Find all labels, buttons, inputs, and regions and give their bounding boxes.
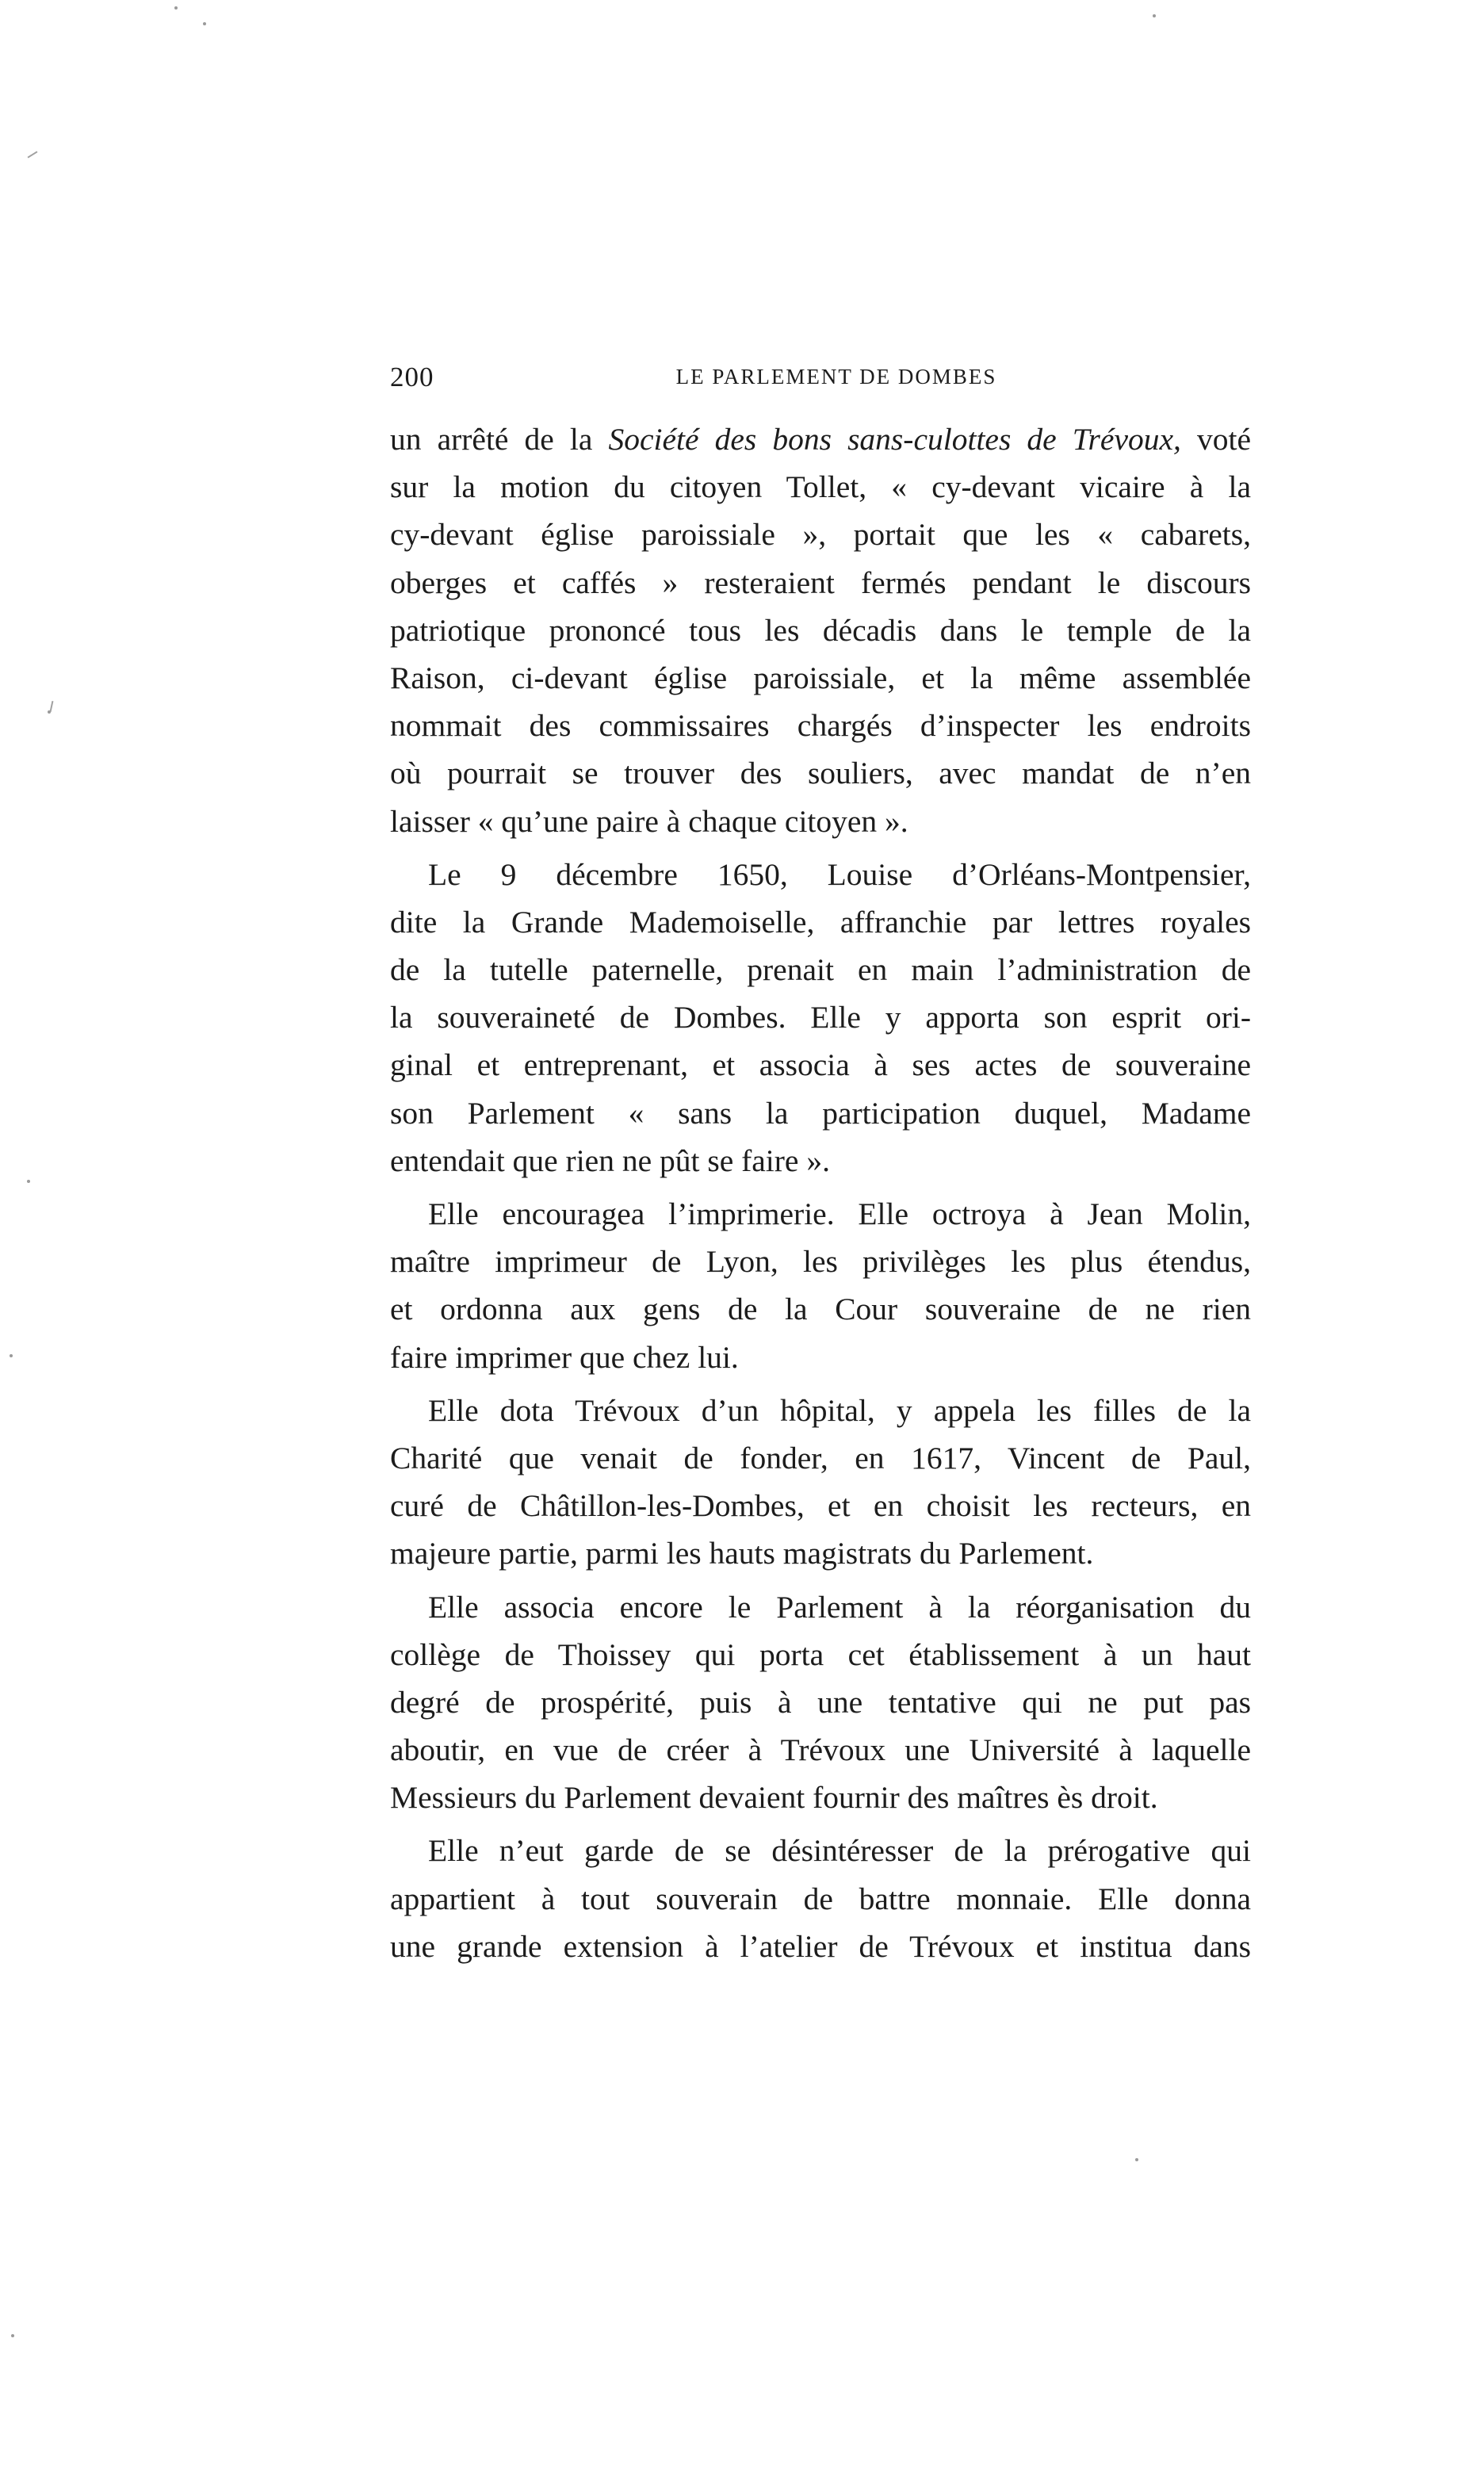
text-run: un arrêté de la [390,422,609,457]
scan-speck [1135,2158,1138,2161]
text-line [390,607,1251,654]
text-line [390,1482,1251,1529]
text-run: laisser « qu’une paire à chaque citoyen ». [390,803,908,839]
scan-speck [11,2334,14,2337]
running-title: LE PARLEMENT DE DOMBES [675,365,997,388]
text-line [390,1137,1251,1185]
paragraph [390,1583,1251,1822]
text-run: une grande extension à l’atelier de Trévoux et institua dans [390,1928,1251,1964]
paragraph [390,851,1251,1185]
text-run: voté [1180,422,1251,457]
text-line [390,1434,1251,1482]
text-line [390,654,1251,702]
text-line [390,1089,1251,1137]
text-run: cy-devant église paroissiale », portait que les « cabarets, [390,517,1251,553]
text-line [390,946,1251,993]
running-head [390,362,1251,401]
text-run: Elle associa encore le Parlement à la réorganisation du [428,1589,1251,1625]
text-line [390,1334,1251,1381]
text-run: oberges et caffés » resteraient fermés pendant le discours [390,565,1251,600]
text-run: nommait des commissaires chargés d’inspecter les endroits [390,708,1251,744]
text-run: Charité que venait de fonder, en 1617, Vincent de Paul, [390,1440,1251,1475]
text-run: appartient à tout souverain de battre monnaie. Elle donna [390,1881,1251,1916]
text-line [390,993,1251,1041]
paragraph [390,1387,1251,1578]
text-line [390,851,1251,898]
text-line [390,1774,1251,1821]
text-run: et ordonna aux gens de la Cour souveraine de ne rien [390,1292,1251,1327]
text-run: curé de Châtillon-les-Dombes, et en choisit les recteurs, en [390,1488,1251,1524]
text-line [390,1631,1251,1678]
scan-speck [1153,14,1156,17]
text-line [390,1529,1251,1577]
text-line [390,1387,1251,1434]
text-run: entendait que rien ne pût se faire ». [390,1142,830,1178]
text-run: majeure partie, parmi les hauts magistrats du Parlement. [390,1536,1094,1571]
text-line [390,463,1251,511]
text-line [390,1583,1251,1631]
text-run: aboutir, en vue de créer à Trévoux une Université à laquelle [390,1732,1251,1768]
text-run: la souveraineté de Dombes. Elle y apporta son esprit ori- [390,1000,1251,1035]
scan-speck [174,6,178,10]
scan-speck [10,1354,13,1357]
italic-text: Société des bons sans-culottes de Trévoux, [608,422,1181,457]
text-run: sur la motion du citoyen Tollet, « cy-devant vicaire à la [390,469,1251,505]
text-line [390,1875,1251,1923]
text-line [390,702,1251,749]
text-line [390,1827,1251,1874]
text-run: maître imprimeur de Lyon, les privilèges les plus étendus, [390,1244,1251,1280]
text-run: dite la Grande Mademoiselle, affranchie par lettres royales [390,904,1251,940]
text-line [390,511,1251,558]
scan-speck [27,1180,30,1183]
text-run: où pourrait se trouver des souliers, avec mandat de n’en [390,756,1251,791]
text-run: Elle n’eut garde de se désintéresser de la prérogative qui [428,1833,1251,1869]
scan-mark [28,151,38,158]
scan-speck [203,22,206,25]
text-run: Raison, ci-devant église paroissiale, et la même assemblée [390,660,1251,695]
text-line [390,1285,1251,1333]
text-run: patriotique prononcé tous les décadis dans le temple de la [390,612,1251,648]
text-run: ginal et entreprenant, et associa à ses actes de souveraine [390,1047,1251,1083]
text-run: son Parlement « sans la participation duquel, Madame [390,1095,1251,1131]
text-run: Messieurs du Parlement devaient fournir des maîtres ès droit. [390,1780,1158,1816]
text-run: collège de Thoissey qui porta cet établissement à un haut [390,1636,1251,1672]
text-line [390,1238,1251,1285]
text-run: Elle dota Trévoux d’un hôpital, y appela les filles de la [428,1392,1251,1428]
text-line [390,798,1251,845]
text-run: Elle encouragea l’imprimerie. Elle octroya à Jean Molin, [428,1196,1251,1231]
text-line [390,1190,1251,1238]
text-line [390,1923,1251,1970]
text-line [390,559,1251,607]
text-line [390,415,1251,463]
scan-mark [50,701,54,712]
text-line [390,749,1251,797]
body-text [390,415,1251,1970]
paragraph [390,1827,1251,1970]
text-line [390,898,1251,946]
paragraph [390,1190,1251,1381]
text-run: de la tutelle paternelle, prenait en main l’administration de [390,952,1251,988]
text-run: degré de prospérité, puis à une tentative qui ne put pas [390,1684,1251,1720]
text-line [390,1041,1251,1089]
text-run: faire imprimer que chez lui. [390,1339,739,1375]
text-line [390,1726,1251,1774]
page-number: 200 [390,362,434,392]
text-line [390,1678,1251,1726]
text-run: Le 9 décembre 1650, Louise d’Orléans-Montpensier, [428,856,1251,892]
paragraph [390,415,1251,845]
